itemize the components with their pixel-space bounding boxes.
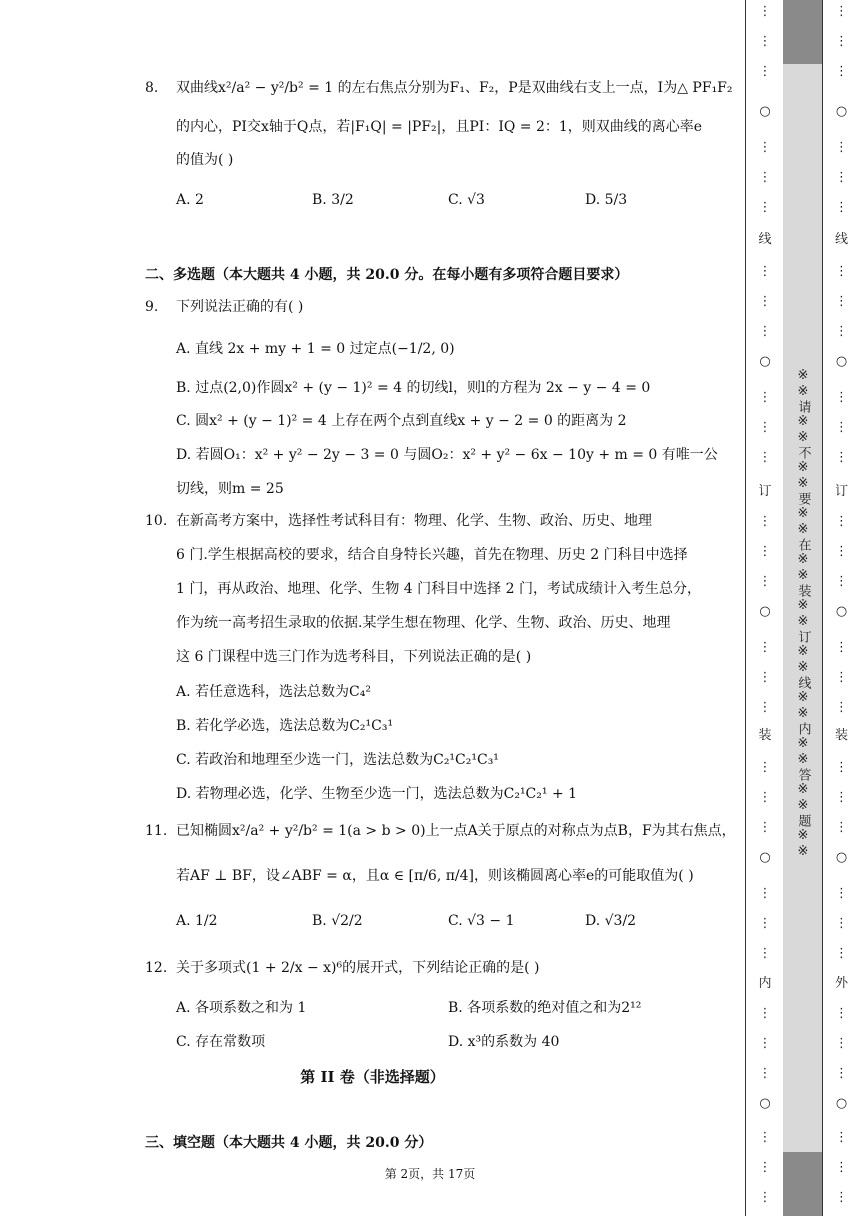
circle-mark: ○ <box>759 354 771 369</box>
question-text: 已知椭圆x²/a² + y²/b² = 1(a > b > 0)上一点A关于原点的对称点为点B，F为其右焦点， <box>176 823 736 839</box>
circle-mark: ○ <box>759 604 771 619</box>
gray-block-top <box>783 0 823 64</box>
label-wai: 外 <box>834 976 849 991</box>
circle-mark: ○ <box>835 1096 848 1111</box>
notice-column <box>783 0 823 1216</box>
question-number: 11. <box>145 823 168 839</box>
question-number: 8. <box>145 80 159 96</box>
question-number: 9. <box>145 299 159 315</box>
question-text: 关于多项式(1 + 2/x − x)⁶的展开式，下列结论正确的是( ) <box>176 960 540 976</box>
part-heading: 第 II 卷（非选择题） <box>300 1068 445 1086</box>
label-zhuang: 装 <box>834 728 849 743</box>
circle-mark: ○ <box>759 104 771 119</box>
section-heading: 三、填空题（本大题共 4 小题，共 20.0 分） <box>145 1135 433 1151</box>
question-text: 的值为( ) <box>176 152 234 168</box>
option-b: B. √2/2 <box>312 913 363 929</box>
option-c: C. 若政治和地理至少选一门，选法总数为C₂¹C₂¹C₃¹ <box>176 752 499 768</box>
option-b: B. 各项系数的绝对值之和为2¹² <box>448 1000 642 1016</box>
question-text: 6 门.学生根据高校的要求，结合自身特长兴趣，首先在物理、历史 2 门科目中选择 <box>176 547 688 563</box>
option-a: A. 2 <box>176 192 204 208</box>
option-d: D. 5/3 <box>585 192 628 208</box>
option-d: D. 若物理必选，化学、生物至少选一门，选法总数为C₂¹C₂¹ + 1 <box>176 786 578 802</box>
option-b: B. 过点(2,0)作圆x² + (y − 1)² = 4 的切线l，则l的方程为 2x − y − 4 = 0 <box>176 380 651 396</box>
inner-binding-column <box>745 0 785 1216</box>
label-xian: 线 <box>834 232 849 247</box>
circle-mark: ○ <box>835 850 848 865</box>
option-d: D. 若圆O₁：x² + y² − 2y − 3 = 0 与圆O₂：x² + y² − 6x − 10y + m = 0 有唯一公 <box>176 447 718 463</box>
option-c: C. 圆x² + (y − 1)² = 4 上存在两个点到直线x + y − 2 = 0 的距离为 2 <box>176 413 627 429</box>
option-d-continued: 切线，则m = 25 <box>176 481 284 497</box>
option-d: D. √3/2 <box>585 913 637 929</box>
do-not-answer-notice: ※※请※※不※※要※※在※※装※※订※※线※※内※※答※※题※※ <box>795 368 811 860</box>
question-text: 若AF ⊥ BF，设∠ABF = α，且α ∈ [π/6, π/4]，则该椭圆离心率e的可能取值为( ) <box>176 868 694 884</box>
option-d: D. x³的系数为 40 <box>448 1034 560 1050</box>
question-text: 在新高考方案中，选择性考试科目有：物理、化学、生物、政治、历史、地理 <box>176 513 652 529</box>
gray-block-bottom <box>783 1152 823 1216</box>
question-text: 的内心，PI交x轴于Q点，若|F₁Q| = |PF₂|，且PI：IQ = 2：1，则双曲线的离心率e <box>176 119 703 135</box>
option-a: A. 若任意选科，选法总数为C₄² <box>176 684 371 700</box>
question-text: 双曲线x²/a² − y²/b² = 1 的左右焦点分别为F₁、F₂，P是双曲线右支上一点，I为△ PF₁F₂ <box>176 80 733 96</box>
option-a: A. 各项系数之和为 1 <box>176 1000 307 1016</box>
option-a: A. 直线 2x + my + 1 = 0 过定点(−1/2, 0) <box>176 341 455 357</box>
dotted-line: ⋮ ⋮ ⋮ ○ ⋮ ⋮ ⋮ 线 ⋮ ⋮ ⋮ ○ ⋮ ⋮ ⋮ 订 ⋮ ⋮ ⋮ ○ ⋮ ⋮ ⋮ 装 ⋮ ⋮ ⋮ ○ ⋮ ⋮ ⋮ 内 ⋮ ⋮ ⋮ ○ ⋮ ⋮ ⋮ <box>758 4 772 1205</box>
question-text: 1 门，再从政治、地理、化学、生物 4 门科目中选择 2 门，考试成绩计入考生总分， <box>176 581 701 597</box>
label-zhuang: 装 <box>758 728 772 743</box>
option-b: B. 若化学必选，选法总数为C₂¹C₃¹ <box>176 718 394 734</box>
option-c: C. 存在常数项 <box>176 1034 266 1050</box>
question-text: 这 6 门课程中选三门作为选考科目，下列说法正确的是( ) <box>176 649 532 665</box>
label-nei: 内 <box>758 976 772 991</box>
question-number: 12. <box>145 960 168 976</box>
circle-mark: ○ <box>835 104 848 119</box>
circle-mark: ○ <box>759 850 771 865</box>
label-ding: 订 <box>834 484 849 499</box>
page-footer: 第 2页，共 17页 <box>384 1167 476 1181</box>
label-xian: 线 <box>758 232 772 247</box>
dotted-line: ⋮ ⋮ ⋮ ○ ⋮ ⋮ ⋮ 线 ⋮ ⋮ ⋮ ○ ⋮ ⋮ ⋮ 订 ⋮ ⋮ ⋮ ○ ⋮ ⋮ ⋮ 装 ⋮ ⋮ ⋮ ○ ⋮ ⋮ ⋮ 外 ⋮ ⋮ ⋮ ○ ⋮ ⋮ ⋮ <box>834 4 849 1205</box>
question-text: 下列说法正确的有( ) <box>176 299 304 315</box>
circle-mark: ○ <box>759 1096 771 1111</box>
question-number: 10. <box>145 513 168 529</box>
option-c: C. √3 − 1 <box>448 913 515 929</box>
option-b: B. 3/2 <box>312 192 354 208</box>
label-ding: 订 <box>758 484 772 499</box>
question-text: 作为统一高考招生录取的依据.某学生想在物理、化学、生物、政治、历史、地理 <box>176 615 671 631</box>
section-heading: 二、多选题（本大题共 4 小题，共 20.0 分。在每小题有多项符合题目要求） <box>145 267 629 283</box>
option-c: C. √3 <box>448 192 485 208</box>
circle-mark: ○ <box>835 604 848 619</box>
option-a: A. 1/2 <box>176 913 218 929</box>
circle-mark: ○ <box>835 354 848 369</box>
outer-binding-column <box>823 0 860 1216</box>
